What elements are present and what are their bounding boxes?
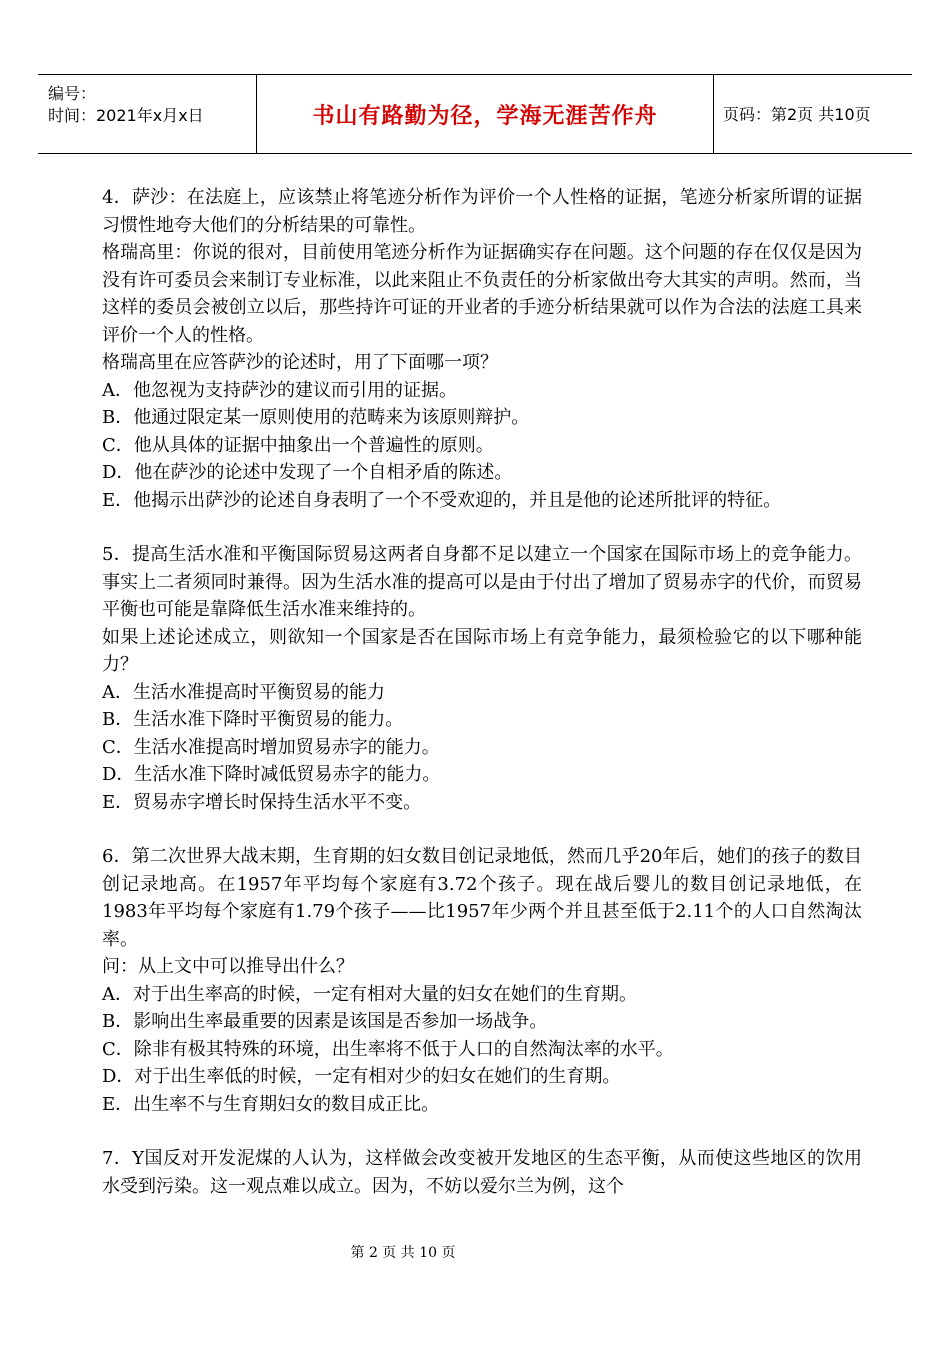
question-prompt: 如果上述论述成立，则欲知一个国家是否在国际市场上有竞争能力，最须检验它的以下哪种能力？ bbox=[102, 626, 862, 675]
question-prompt: 格瑞高里在应答萨沙的论述时，用了下面哪一项？ bbox=[102, 352, 498, 373]
answer-option: C．生活水准提高时增加贸易赤字的能力。 bbox=[102, 736, 440, 758]
header-motto-cell bbox=[256, 75, 714, 153]
header-motto: 书山有路勤为径，学海无涯苦作舟 bbox=[312, 104, 658, 129]
question-5 bbox=[102, 541, 862, 816]
answer-option: C．他从具体的证据中抽象出一个普遍性的原则。 bbox=[102, 434, 494, 456]
header-page-label: 页码：第2页 共10页 bbox=[723, 105, 871, 124]
question-paragraph: 7．Y国反对开发泥煤的人认为，这样做会改变被开发地区的生态平衡，从而使这些地区的饮用水受到污染。这一观点难以成立。因为，不妨以爱尔兰为例，这个 bbox=[102, 1148, 862, 1197]
answer-option: B．影响出生率最重要的因素是该国是否参加一场战争。 bbox=[102, 1011, 548, 1032]
question-paragraph: 5．提高生活水准和平衡国际贸易这两者自身都不足以建立一个国家在国际市场上的竞争能力。事实上二者须同时兼得。因为生活水准的提高可以是由于付出了增加了贸易赤字的代价，而贸易平衡也可能是靠降低生活水准来维持的。 bbox=[102, 544, 862, 620]
question-paragraph: 格瑞高里：你说的很对，目前使用笔迹分析作为证据确实存在问题。这个问题的存在仅仅是因为没有许可委员会来制订专业标准，以此来阻止不负责任的分析家做出夸大其实的声明。然而，当这样的委员会被创立以后，那些持许可证的开业者的手迹分析结果就可以作为合法的法庭工具来评价一个人的性格。 bbox=[102, 242, 862, 346]
header-number-label: 编号： bbox=[48, 84, 97, 103]
document-body bbox=[102, 184, 862, 1227]
question-4 bbox=[102, 184, 862, 514]
answer-option: E．他揭示出萨沙的论述自身表明了一个不受欢迎的，并且是他的论述所批评的特征。 bbox=[102, 489, 782, 511]
answer-option: D．他在萨沙的论述中发现了一个自相矛盾的陈述。 bbox=[102, 462, 513, 483]
answer-option: B．他通过限定某一原则使用的范畴来为该原则辩护。 bbox=[102, 407, 530, 428]
answer-option: D．对于出生率低的时候，一定有相对少的妇女在她们的生育期。 bbox=[102, 1066, 621, 1087]
document-header bbox=[38, 74, 912, 154]
question-paragraph: 6．第二次世界大战末期，生育期的妇女数目创记录地低，然而几乎20年后，她们的孩子的数目创记录地高。在1957年平均每个家庭有3.72个孩子。现在战后婴儿的数目创记录地低，在1983年平均每个家庭有1.79个孩子——比1957年少两个并且甚至低于2.11个的人口自然淘汰率。 bbox=[102, 846, 862, 950]
question-6 bbox=[102, 843, 862, 1118]
answer-option: A．生活水准提高时平衡贸易的能力 bbox=[102, 681, 385, 703]
page-footer: 第 2 页 共 10 页 bbox=[350, 1245, 456, 1261]
answer-option: A．对于出生率高的时候，一定有相对大量的妇女在她们的生育期。 bbox=[102, 983, 637, 1005]
question-prompt: 问：从上文中可以推导出什么？ bbox=[102, 956, 354, 977]
header-time-label: 时间：2021年x月x日 bbox=[48, 106, 204, 125]
answer-option: C．除非有极其特殊的环境，出生率将不低于人口的自然淘汰率的水平。 bbox=[102, 1038, 674, 1060]
question-paragraph: 4．萨沙：在法庭上，应该禁止将笔迹分析作为评价一个人性格的证据，笔迹分析家所谓的证据习惯性地夸大他们的分析结果的可靠性。 bbox=[102, 187, 862, 236]
answer-option: E．贸易赤字增长时保持生活水平不变。 bbox=[102, 791, 422, 813]
header-page-cell bbox=[713, 75, 912, 153]
answer-option: A．他忽视为支持萨沙的建议而引用的证据。 bbox=[102, 379, 457, 401]
question-7 bbox=[102, 1145, 862, 1200]
answer-option: D．生活水准下降时减低贸易赤字的能力。 bbox=[102, 764, 441, 785]
answer-option: B．生活水准下降时平衡贸易的能力。 bbox=[102, 709, 404, 730]
answer-option: E．出生率不与生育期妇女的数目成正比。 bbox=[102, 1093, 440, 1115]
header-meta-cell bbox=[38, 75, 256, 153]
